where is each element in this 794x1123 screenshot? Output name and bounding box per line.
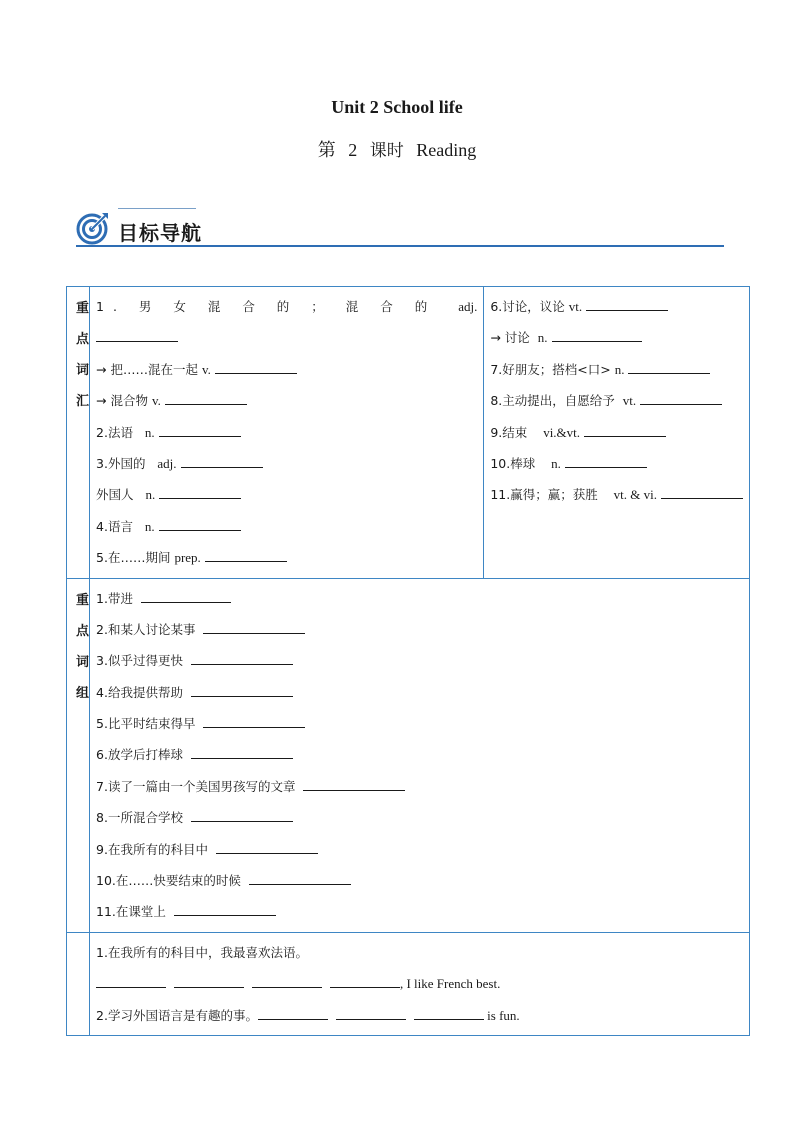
answer-blank[interactable] [640,390,722,405]
phrase-item: 9.在我所有的科目中 [96,834,743,865]
answer-blank[interactable] [191,682,293,697]
answer-blank[interactable] [165,390,247,405]
answer-blank[interactable] [96,973,166,988]
vocab-item: 外国人 n. [96,479,477,510]
answer-blank[interactable] [661,484,743,499]
category-label: 词组 [76,654,90,701]
answer-blank[interactable] [215,359,297,374]
vocab-item: 9.结束 vi.&vt. [490,417,743,448]
answer-blank[interactable] [141,588,231,603]
vocab-item: → 把……混在一起 v. [96,354,477,385]
phrases-column [90,578,750,932]
answer-blank[interactable] [203,619,305,634]
answer-blank[interactable] [191,744,293,759]
vocab-item: 1. 男 女 混 合 的 ； 混 合 的 adj. [96,299,478,314]
answer-blank[interactable] [191,650,293,665]
answer-blank[interactable] [203,713,305,728]
phrase-item: 5.比平时结束得早 [96,708,743,739]
category-cell [67,287,90,579]
section-header [76,207,724,247]
answer-blank[interactable] [96,327,178,342]
vocab-item: 3.外国的 adj. [96,448,477,479]
sentences-column [90,932,750,1035]
phrase-item: 10.在……快要结束的时候 [96,865,743,896]
vocab-item: 10.棒球 n. [490,448,743,479]
phrase-item: 8.一所混合学校 [96,802,743,833]
category-label: 重点 [76,301,90,347]
vocab-item: → 混合物 v. [96,385,477,416]
answer-blank[interactable] [191,807,293,822]
answer-blank[interactable] [159,484,241,499]
category-label: 重点 [76,592,90,639]
phrase-item: 7.读了一篇由一个美国男孩写的文章 [96,771,743,802]
vocab-right-column [484,287,750,579]
divider [118,208,196,209]
vocab-item: 8.主动提出，自愿给予 vt. [490,385,743,416]
answer-blank[interactable] [303,776,405,791]
phrase-item: 4.给我提供帮助 [96,677,743,708]
category-cell [67,932,90,1035]
answer-blank[interactable] [159,516,241,531]
category-label: 词汇 [76,363,90,409]
sentence-answer: , I like French best. [96,968,743,999]
answer-blank[interactable] [159,422,241,437]
answer-blank[interactable] [330,973,400,988]
subtitle-part: Reading [416,140,477,160]
answer-blank[interactable] [181,453,263,468]
answer-blank[interactable] [414,1005,484,1020]
vocab-item: 5.在……期间 prep. [96,542,477,573]
subtitle-part: 第 [317,140,336,160]
answer-blank[interactable] [628,359,710,374]
answer-blank[interactable] [216,839,318,854]
phrase-item: 11.在课堂上 [96,896,743,927]
vocab-item: 11.赢得；赢；获胜 vt. & vi. [490,479,743,510]
answer-blank[interactable] [174,901,276,916]
answer-blank[interactable] [252,973,322,988]
page-subtitle [0,136,794,162]
answer-blank[interactable] [336,1005,406,1020]
subtitle-part: 2 [348,140,358,160]
phrase-item: 1.带进 [96,583,743,614]
phrase-item: 2.和某人讨论某事 [96,614,743,645]
answer-blank[interactable] [552,327,642,342]
phrases-row [67,578,750,932]
sentence-item: 2.学习外国语言是有趣的事。 is fun. [96,1000,743,1031]
vocab-item: 2.法语 n. [96,417,477,448]
category-cell [67,578,90,932]
sentence-prompt: 1.在我所有的科目中，我最喜欢法语。 [96,944,308,960]
vocab-left-column [90,287,484,579]
vocab-row [67,287,750,579]
answer-blank[interactable] [586,296,668,311]
vocab-item: → 讨论 n. [490,322,743,353]
page-title: Unit 2 School life [331,97,463,117]
answer-blank[interactable] [565,453,647,468]
answer-blank[interactable] [205,547,287,562]
phrase-item: 3.似乎过得更快 [96,645,743,676]
target-icon [76,211,110,245]
answer-blank[interactable] [584,422,666,437]
subtitle-part: 课时 [369,141,404,161]
worksheet-table [66,286,750,1036]
vocab-item: 4.语言 n. [96,511,477,542]
answer-blank[interactable] [249,870,351,885]
section-title: 目标导航 [118,221,202,245]
answer-blank[interactable] [174,973,244,988]
phrase-item: 6.放学后打棒球 [96,739,743,770]
vocab-item: 6.讨论，议论 vt. [490,291,743,322]
divider [76,245,724,247]
sentences-row [67,932,750,1035]
answer-blank[interactable] [258,1005,328,1020]
vocab-item: 7.好朋友；搭档<口> n. [490,354,743,385]
vocab-item [96,322,477,353]
